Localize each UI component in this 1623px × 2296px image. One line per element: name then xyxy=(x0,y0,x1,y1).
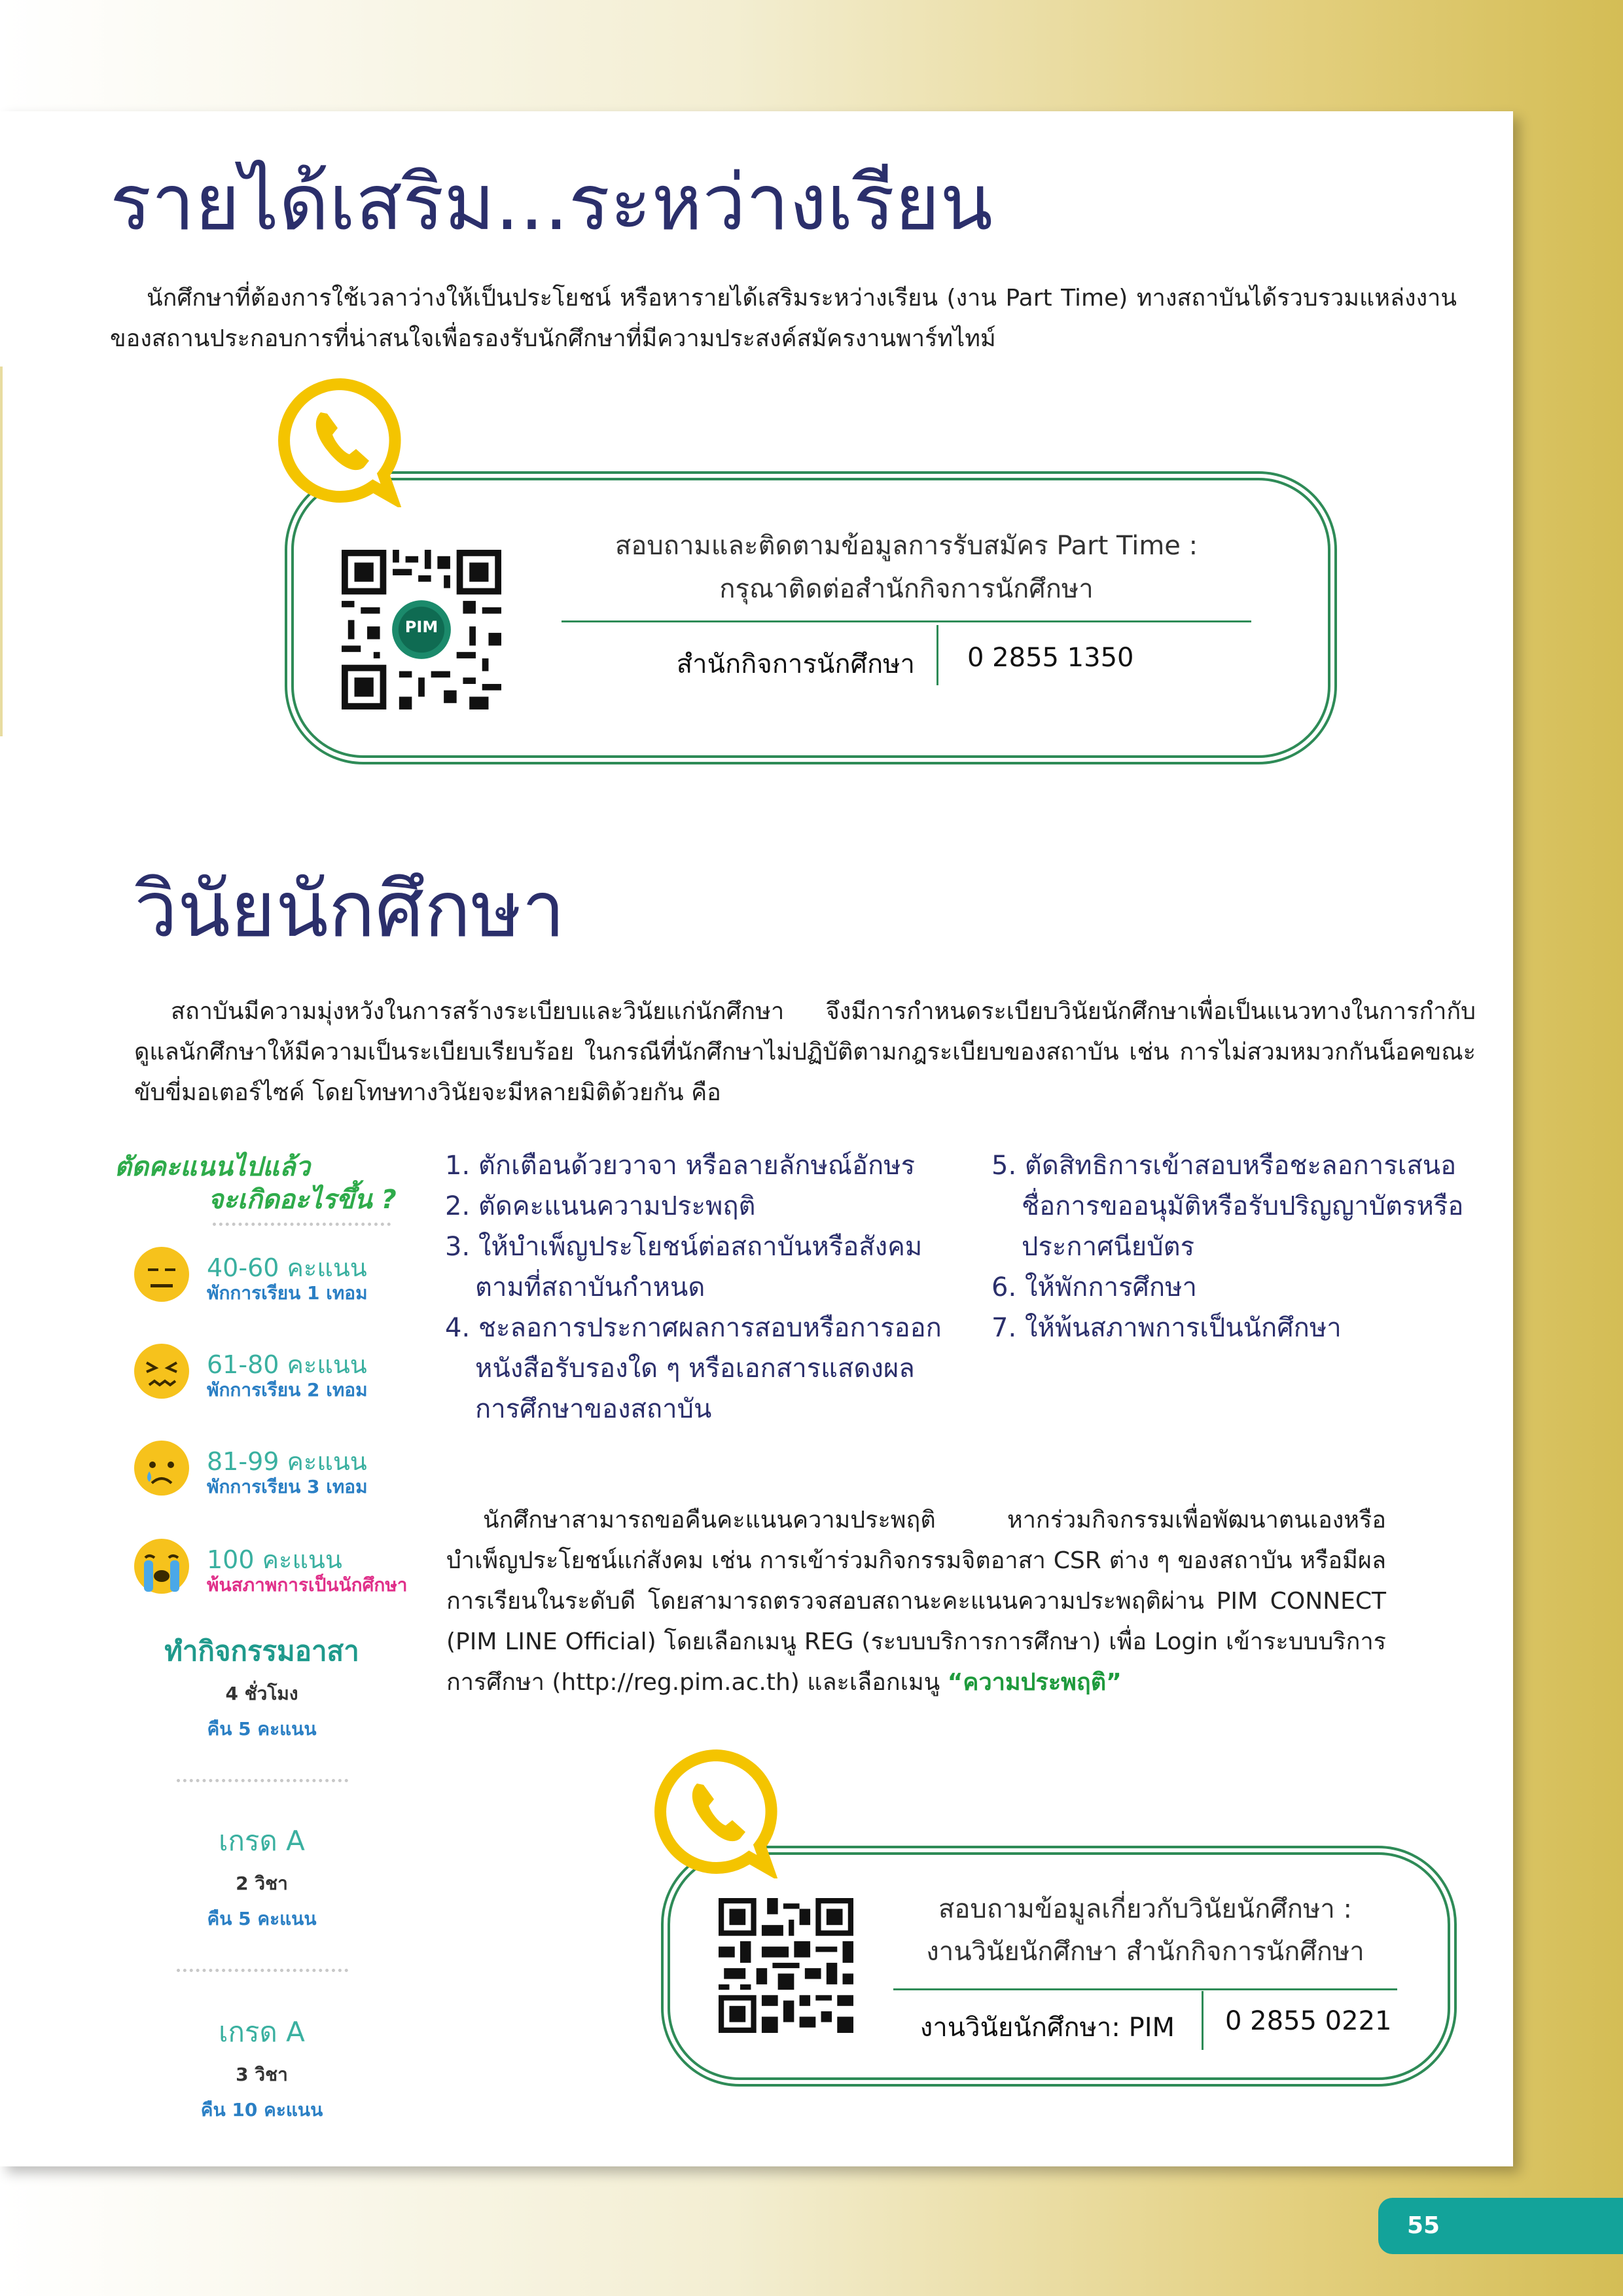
phone-bubble-icon xyxy=(651,1748,782,1878)
crying-face-icon xyxy=(134,1538,190,1594)
level1-result: พักการเรียน 1 เทอม xyxy=(207,1282,368,1304)
level3-range: 81-99 คะแนน xyxy=(207,1447,367,1476)
restore2-points: คืน 5 คะแนน xyxy=(207,1908,317,1929)
contact1-vdivider xyxy=(936,625,938,685)
contact1-phone[interactable]: 0 2855 1350 xyxy=(967,643,1134,673)
restore-divider2 xyxy=(177,1969,348,1972)
contact1-divider xyxy=(562,620,1251,622)
contact2-line1: สอบถามข้อมูลเกี่ยวกับวินัยนักศึกษา : xyxy=(938,1894,1352,1924)
qr-code-discipline[interactable] xyxy=(719,1898,853,2033)
restore3-detail: 3 วิชา xyxy=(236,2064,288,2085)
section1-paragraph: นักศึกษาที่ต้องการใช้เวลาว่างให้เป็นประโยชน์ หรือหารายได้เสริมระหว่างเรียน (งาน Part Time) ทางสถาบันได้รวบรวมแหล่งงานของสถานประกอบการที่น่าสนใจเพื่อรองรับนักศึกษาที่มีความประสงค์สมัครงานพาร์ทไทม์ xyxy=(110,285,1457,352)
penalty-item: 2. ตัดคะแนนความประพฤติ xyxy=(445,1191,756,1221)
level2-result: พักการเรียน 2 เทอม xyxy=(207,1379,368,1401)
section2-title: วินัยนักศึกษา xyxy=(134,864,565,954)
restore1-title: ทำกิจกรรมอาสา xyxy=(164,1635,359,1667)
level4-range: 100 คะแนน xyxy=(207,1545,342,1574)
restore-divider1 xyxy=(177,1779,348,1782)
restore2-title: เกรด A xyxy=(219,1825,305,1857)
sidebar-divider xyxy=(213,1223,391,1226)
contact2-vdivider xyxy=(1202,1991,1204,2050)
restore-paragraph-highlight: “ความประพฤติ” xyxy=(947,1669,1122,1696)
penalty-item: 4. ชะลอการประกาศผลการสอบหรือการออกหนังสือรับรองใด ๆ หรือเอกสารแสดงผลการศึกษาของสถาบัน xyxy=(445,1313,942,1424)
penalty-item: 1. ตักเตือนด้วยวาจา หรือลายลักษณ์อักษร xyxy=(445,1151,916,1181)
sad-tear-face-icon xyxy=(134,1440,190,1496)
confounded-face-icon xyxy=(134,1343,190,1399)
level3-result: พักการเรียน 3 เทอม xyxy=(207,1476,368,1498)
page-number-badge: 55 xyxy=(1378,2198,1623,2254)
qr-logo: PIM xyxy=(404,618,438,636)
contact2-phone[interactable]: 0 2855 0221 xyxy=(1225,2006,1392,2036)
qr-code-parttime[interactable] xyxy=(342,550,501,709)
edge-line xyxy=(0,367,3,736)
restore1-points: คืน 5 คะแนน xyxy=(207,1718,317,1740)
contact2-line2: งานวินัยนักศึกษา สำนักกิจการนักศึกษา xyxy=(926,1937,1364,1967)
contact1-line2: กรุณาติดต่อสำนักกิจการนักศึกษา xyxy=(719,574,1094,604)
penalty-list-1 xyxy=(445,1145,942,1429)
penalty-item: 6. ให้พักการศึกษา xyxy=(991,1272,1197,1302)
level1-range: 40-60 คะแนน xyxy=(207,1253,367,1282)
restore-paragraph xyxy=(446,1500,1386,1703)
level2-range: 61-80 คะแนน xyxy=(207,1350,367,1379)
contact2-divider xyxy=(893,1988,1397,1990)
sidebar-title2: จะเกิดอะไรขึ้น ? xyxy=(208,1185,397,1215)
level4-result: พ้นสภาพการเป็นนักศึกษา xyxy=(207,1574,408,1596)
restore2-detail: 2 วิชา xyxy=(236,1873,288,1894)
section1-title: รายได้เสริม...ระหว่างเรียน xyxy=(110,157,993,247)
restore-grade-a-3 xyxy=(118,2011,406,2125)
contact1-line1: สอบถามและติดตามข้อมูลการรับสมัคร Part Time : xyxy=(615,531,1198,561)
contact1-office: สำนักกิจการนักศึกษา xyxy=(676,649,915,679)
penalty-list-2 xyxy=(991,1145,1489,1348)
restore3-points: คืน 10 คะแนน xyxy=(200,2099,323,2121)
section2-paragraph: สถาบันมีความมุ่งหวังในการสร้างระเบียบและวินัยแก่นักศึกษา จึงมีการกำหนดระเบียบวินัยนักศึกษาเพื่อเป็นแนวทางในการกำกับดูแลนักศึกษาให้มีความเป็นระเบียบเรียบร้อย ในกรณีที่นักศึกษาไม่ปฏิบัติตามกฎระเบียบของสถาบัน เช่น การไม่สวมหมวกกันน็อคขณะขับขี่มอเตอร์ไซค์ โดยโทษทางวินัยจะมีหลายมิติด้วยกัน คือ xyxy=(134,998,1476,1106)
restore-grade-a-2 xyxy=(118,1820,406,1933)
restore3-title: เกรด A xyxy=(219,2016,305,2048)
contact2-office: งานวินัยนักศึกษา: PIM xyxy=(919,2013,1175,2043)
penalty-item: 3. ให้บำเพ็ญประโยชน์ต่อสถาบันหรือสังคม ตามที่สถาบันกำหนด xyxy=(445,1232,923,1302)
penalty-item: 7. ให้พ้นสภาพการเป็นนักศึกษา xyxy=(991,1313,1342,1343)
neutral-face-icon xyxy=(134,1246,190,1302)
phone-bubble-icon xyxy=(275,376,406,507)
restore-activity xyxy=(118,1630,406,1744)
penalty-item: 5. ตัดสิทธิการเข้าสอบหรือชะลอการเสนอชื่อการขออนุมัติหรือรับปริญญาบัตรหรือประกาศนียบัตร xyxy=(991,1151,1464,1262)
restore-paragraph-text: นักศึกษาสามารถขอคืนคะแนนความประพฤติ หากร่วมกิจกรรมเพื่อพัฒนาตนเองหรือบำเพ็ญประโยชน์แก่สังคม เช่น การเข้าร่วมกิจกรรมจิตอาสา CSR ต่าง ๆ ของสถาบัน หรือมีผลการเรียนในระดับดี โดยสามารถตรวจสอบสถานะคะแนนความประพฤติผ่าน PIM CONNECT (PIM LINE Official) โดยเลือกเมนู REG (ระบบบริการการศึกษา) เพื่อ Login เข้าระบบบริการการศึกษา (http://reg.pim.ac.th) และเลือกเมนู xyxy=(446,1507,1386,1696)
qr-pattern-icon xyxy=(719,1898,853,2033)
sidebar-title1: ตัดคะแนนไปแล้ว xyxy=(115,1152,310,1182)
restore1-detail: 4 ชั่วโมง xyxy=(225,1683,298,1704)
